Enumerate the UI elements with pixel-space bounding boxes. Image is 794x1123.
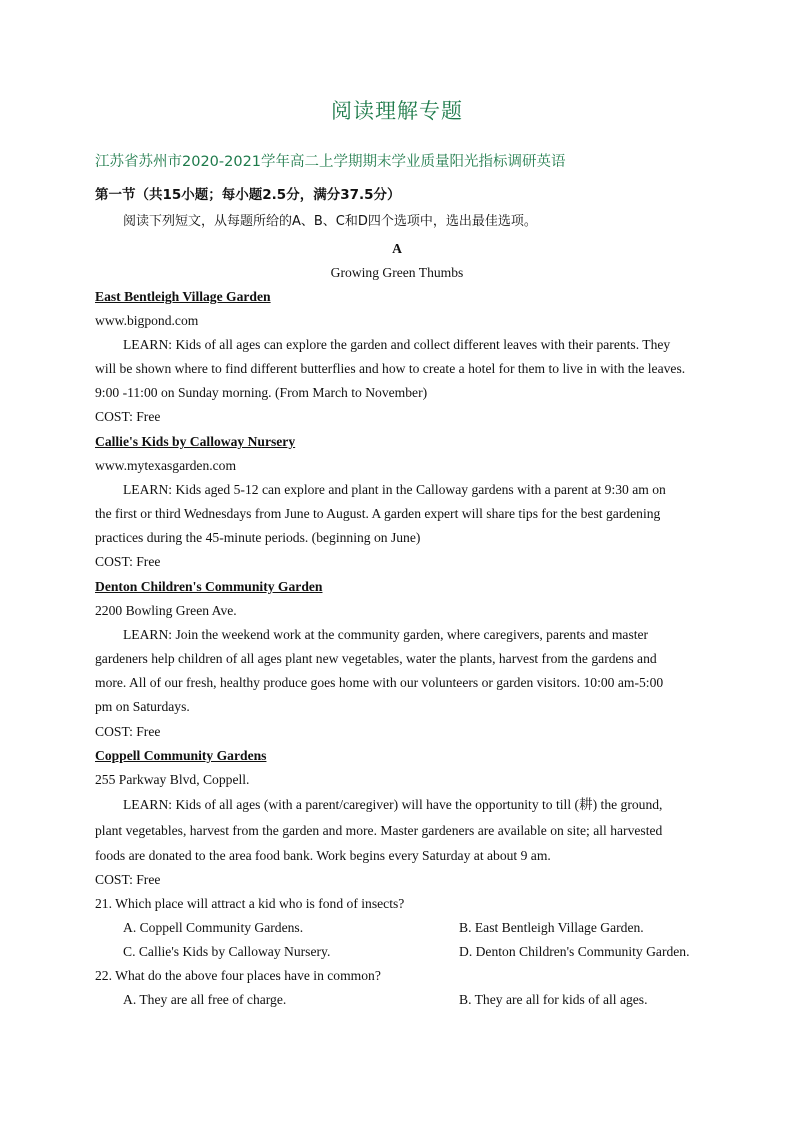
garden-address: 255 Parkway Blvd, Coppell.: [95, 772, 250, 787]
exam-source: 江苏省苏州市2020-2021学年高二上学期期末学业质量阳光指标调研英语: [95, 154, 566, 170]
question-option: D. Denton Children's Community Garden.: [459, 944, 690, 959]
passage-title: Growing Green Thumbs: [330, 265, 464, 280]
garden-cost: COST: Free: [95, 554, 161, 569]
garden-address: www.bigpond.com: [95, 313, 199, 328]
question-option: A. They are all free of charge.: [123, 992, 287, 1007]
garden-learn-text: LEARN: Kids of all ages can explore the garden and collect different leaves with their parents. They: [123, 337, 671, 352]
question-option: A. Coppell Community Gardens.: [123, 920, 304, 935]
section-heading: 第一节（共15小题；每小题2.5分，满分37.5分）: [95, 187, 401, 203]
garden-cost: COST: Free: [95, 724, 161, 739]
garden-name: Denton Children's Community Garden: [95, 579, 323, 594]
garden-address: www.mytexasgarden.com: [95, 458, 237, 473]
garden-learn-text: LEARN: Join the weekend work at the community garden, where caregivers, parents and master: [123, 627, 649, 642]
garden-learn-text: LEARN: Kids aged 5-12 can explore and plant in the Calloway gardens with a parent at 9:30 am on: [123, 482, 666, 497]
garden-learn-text: will be shown where to find different butterflies and how to create a hotel for them to live in with the leaves.: [95, 361, 686, 376]
garden-learn-text: more. All of our fresh, healthy produce goes home with our volunteers or garden visitors. 10:00 am-5:00: [95, 675, 664, 690]
page-title: 阅读理解专题: [331, 99, 463, 123]
garden-name: East Bentleigh Village Garden: [95, 289, 271, 304]
question-option: B. They are all for kids of all ages.: [459, 992, 648, 1007]
question-stem: 22. What do the above four places have in common?: [95, 968, 381, 983]
instruction: 阅读下列短文，从每题所给的A、B、C和D四个选项中，选出最佳选项。: [123, 214, 537, 229]
garden-learn-text: practices during the 45-minute periods. (beginning on June): [95, 530, 421, 545]
garden-learn-text: 9:00 -11:00 on Sunday morning. (From March to November): [95, 385, 428, 400]
question-option: C. Callie's Kids by Calloway Nursery.: [123, 944, 331, 959]
garden-name: Coppell Community Gardens: [95, 748, 267, 763]
garden-learn-text: gardeners help children of all ages plant new vegetables, water the plants, harvest from the gardens and: [95, 651, 657, 666]
garden-cost: COST: Free: [95, 409, 161, 424]
garden-address: 2200 Bowling Green Ave.: [95, 603, 237, 618]
passage-letter: A: [392, 241, 402, 256]
garden-learn-text: the first or third Wednesdays from June to August. A garden expert will share tips for the best gardening: [95, 506, 661, 521]
garden-learn-text: LEARN: Kids of all ages (with a parent/caregiver) will have the opportunity to till (耕) the ground,: [123, 797, 663, 812]
garden-learn-text: foods are donated to the area food bank. Work begins every Saturday at about 9 am.: [95, 848, 551, 863]
garden-cost: COST: Free: [95, 872, 161, 887]
question-option: B. East Bentleigh Village Garden.: [459, 920, 644, 935]
question-stem: 21. Which place will attract a kid who is fond of insects?: [95, 896, 405, 911]
garden-name: Callie's Kids by Calloway Nursery: [95, 434, 296, 449]
garden-learn-text: plant vegetables, harvest from the garden and more. Master gardeners are available on site; all harvested: [95, 823, 663, 838]
garden-learn-text: pm on Saturdays.: [95, 699, 190, 714]
